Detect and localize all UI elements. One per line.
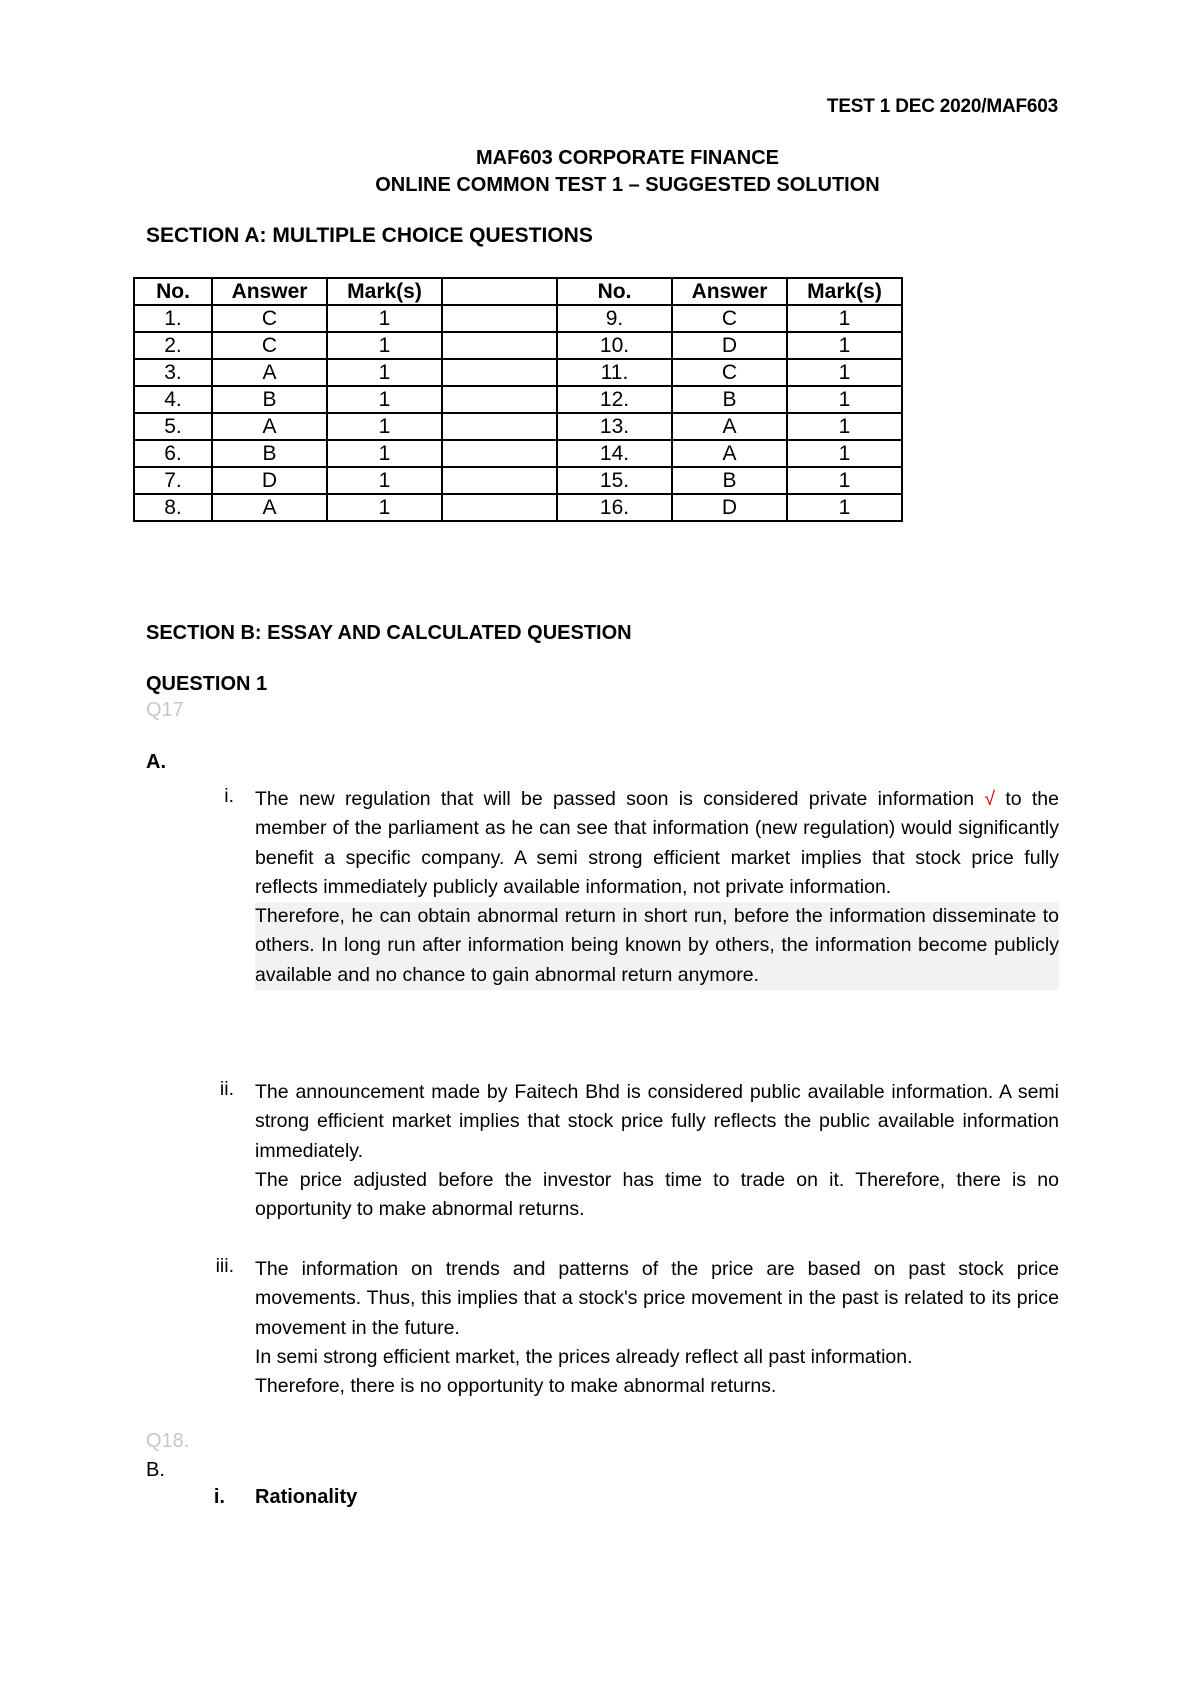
- answer-paragraph: Therefore, there is no opportunity to make abnormal returns.: [255, 1375, 777, 1398]
- answer-cell: C: [212, 305, 327, 332]
- answer-paragraph: The price adjusted before the investor has time to trade on it. Therefore, there is no opportunity to make abnormal returns.: [255, 1168, 1059, 1221]
- section-b-heading: SECTION B: ESSAY AND CALCULATED QUESTION: [146, 622, 632, 644]
- spacer-cell: [442, 332, 557, 359]
- table-row: [134, 494, 902, 521]
- mcq-answer-table: [133, 277, 903, 522]
- question-number-cell: 4.: [134, 386, 212, 413]
- table-row: [134, 440, 902, 467]
- table-row: [134, 332, 902, 359]
- mark-cell: 1: [327, 413, 442, 440]
- table-row: [134, 413, 902, 440]
- table-row: [134, 386, 902, 413]
- answer-item: [255, 1255, 1059, 1401]
- answer-paragraph: In semi strong efficient market, the prices already reflect all past information.: [255, 1345, 913, 1368]
- answer-item: [255, 785, 1059, 990]
- column-header: No.: [557, 278, 672, 305]
- table-row: [134, 305, 902, 332]
- table-row: [134, 359, 902, 386]
- check-mark: √: [984, 788, 996, 810]
- mark-cell: 1: [787, 413, 902, 440]
- spacer-cell: [442, 278, 557, 305]
- table-body: [134, 305, 902, 521]
- mark-cell: 1: [787, 305, 902, 332]
- answer-cell: B: [672, 386, 787, 413]
- answer-cell: C: [212, 332, 327, 359]
- spacer-cell: [442, 359, 557, 386]
- item-numeral: i.: [224, 785, 234, 807]
- spacer-cell: [442, 440, 557, 467]
- question-number-cell: 8.: [134, 494, 212, 521]
- question-number-cell: 13.: [557, 413, 672, 440]
- answer-cell: A: [212, 359, 327, 386]
- answer-cell: B: [212, 386, 327, 413]
- column-header: Answer: [212, 278, 327, 305]
- answer-item: [255, 1078, 1059, 1224]
- answer-cell: C: [672, 305, 787, 332]
- answer-cell: A: [212, 413, 327, 440]
- answer-paragraph: [255, 785, 1059, 902]
- question-number-cell: 12.: [557, 386, 672, 413]
- mark-cell: 1: [327, 359, 442, 386]
- answer-cell: D: [212, 467, 327, 494]
- mark-cell: 1: [787, 467, 902, 494]
- answer-cell: D: [672, 494, 787, 521]
- answer-cell: D: [672, 332, 787, 359]
- question-number-cell: 15.: [557, 467, 672, 494]
- document-reference: TEST 1 DEC 2020/MAF603: [826, 96, 1058, 117]
- question-number-cell: 11.: [557, 359, 672, 386]
- mark-cell: 1: [327, 494, 442, 521]
- mark-cell: 1: [327, 332, 442, 359]
- table-header-row: [134, 278, 902, 305]
- question-number-cell: 10.: [557, 332, 672, 359]
- question-number-cell: 1.: [134, 305, 212, 332]
- answer-paragraph: The announcement made by Faitech Bhd is considered public available information. A semi strong efficient market implies that stock price fully reflects the public available information immediately.: [255, 1081, 1059, 1162]
- item-numeral: ii.: [219, 1078, 234, 1100]
- mark-cell: 1: [787, 440, 902, 467]
- mark-cell: 1: [327, 386, 442, 413]
- column-header: Mark(s): [787, 278, 902, 305]
- mark-cell: 1: [787, 332, 902, 359]
- item-numeral: i.: [213, 1486, 225, 1508]
- spacer-cell: [442, 467, 557, 494]
- spacer-cell: [442, 413, 557, 440]
- question-number-cell: 2.: [134, 332, 212, 359]
- column-header: No.: [134, 278, 212, 305]
- column-header: Mark(s): [327, 278, 442, 305]
- question-number-cell: 6.: [134, 440, 212, 467]
- mark-cell: 1: [787, 494, 902, 521]
- column-header: Answer: [672, 278, 787, 305]
- mark-cell: 1: [327, 467, 442, 494]
- spacer-cell: [442, 386, 557, 413]
- part-a-label: A.: [146, 751, 166, 773]
- course-title: MAF603 CORPORATE FINANCE: [476, 147, 779, 169]
- question-number-cell: 7.: [134, 467, 212, 494]
- answer-paragraph: Therefore, he can obtain abnormal return in short run, before the information disseminate to others. In long run after information being known by others, the information become publicly available and no chance to gain abnormal return anymore.: [255, 902, 1059, 990]
- answer-cell: B: [672, 467, 787, 494]
- mark-cell: 1: [327, 305, 442, 332]
- mark-cell: 1: [787, 359, 902, 386]
- answer-paragraph: The information on trends and patterns of the price are based on past stock price movements. Thus, this implies that a stock's price movement in the past is related to its price movement in the future.: [255, 1258, 1059, 1339]
- spacer-cell: [442, 305, 557, 332]
- mark-cell: 1: [327, 440, 442, 467]
- question-number-cell: 5.: [134, 413, 212, 440]
- subheading-rationality: Rationality: [255, 1486, 358, 1508]
- answer-cell: A: [212, 494, 327, 521]
- question-title: QUESTION 1: [146, 673, 268, 695]
- answer-cell: A: [672, 413, 787, 440]
- question-number-cell: 3.: [134, 359, 212, 386]
- answer-cell: C: [672, 359, 787, 386]
- part-b-label: B.: [146, 1459, 165, 1481]
- table-row: [134, 467, 902, 494]
- question-label-q17: Q17: [146, 699, 184, 721]
- mark-cell: 1: [787, 386, 902, 413]
- question-number-cell: 9.: [557, 305, 672, 332]
- answer-text: The new regulation that will be passed soon is considered private information: [255, 788, 985, 810]
- test-title: ONLINE COMMON TEST 1 – SUGGESTED SOLUTION: [375, 174, 880, 196]
- question-number-cell: 16.: [557, 494, 672, 521]
- answer-text: to the member of the parliament as he can see that information (new regulation) would significantly benefit a specific company. A semi strong efficient market implies that stock price fully reflects immediately publicly available information, not private information.: [255, 788, 1059, 898]
- question-number-cell: 14.: [557, 440, 672, 467]
- answer-cell: A: [672, 440, 787, 467]
- answer-cell: B: [212, 440, 327, 467]
- question-label-q18: Q18.: [146, 1430, 190, 1452]
- section-a-heading: SECTION A: MULTIPLE CHOICE QUESTIONS: [146, 224, 593, 247]
- item-numeral: iii.: [215, 1255, 234, 1277]
- spacer-cell: [442, 494, 557, 521]
